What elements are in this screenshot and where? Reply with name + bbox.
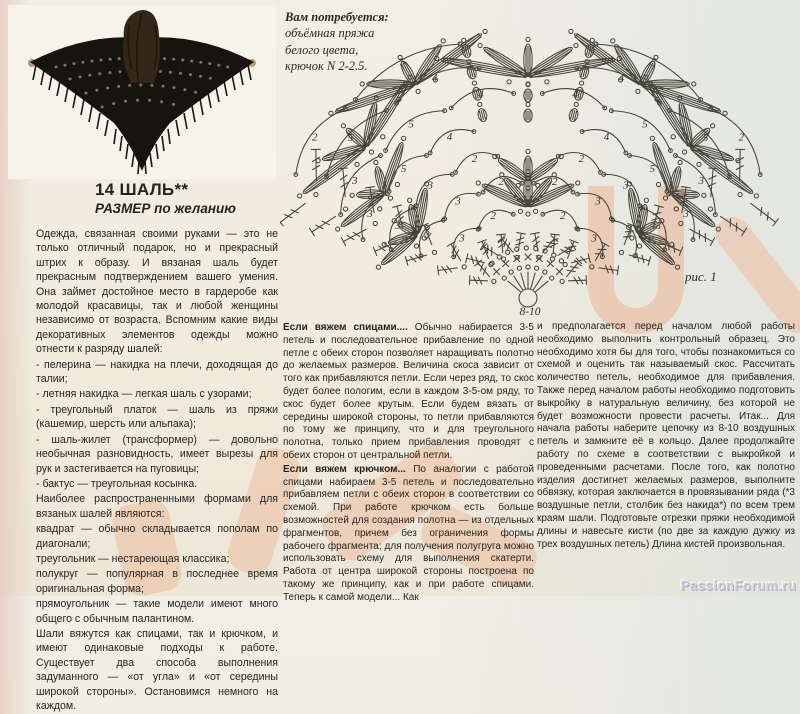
list-item: - пелерина — накидка на плечи, доходящая до талии;: [36, 358, 278, 387]
svg-text:3: 3: [366, 208, 373, 220]
list-item: - летняя накидка — легкая шаль с узорами;: [36, 387, 278, 401]
svg-text:4: 4: [447, 131, 453, 143]
svg-text:3: 3: [426, 180, 433, 192]
paragraph: Одежда, связанная своими руками — это не только отличный подарок, но и прекрасный штрих к образу. И вязаная шаль будет прекрасным подтверждением вашего умения. Она займет достойное место в гардеробе как молодой красавицы, так и любой женщины независимо от возраста. Вспомним какие виды декоративных элементов одежды можно отнести к разряду шалей:: [36, 227, 278, 357]
svg-text:5: 5: [651, 56, 657, 68]
svg-text:2: 2: [498, 176, 504, 188]
paragraph-lead: Если вяжем спицами....: [283, 322, 408, 333]
svg-text:5: 5: [703, 132, 709, 144]
list-item: - бактус — треугольная косынка.: [36, 477, 278, 491]
svg-text:5: 5: [650, 163, 656, 175]
svg-text:3: 3: [423, 229, 430, 241]
list-item: треугольник — нестареющая классика;: [36, 552, 278, 566]
paragraph: и предполагается перед началом любой работы необходимо выполнить контрольный образец. Это необходимо хотя бы для того, чтобы познакомиться со схемой и оценить так называемый скос. Рассчитать количество петель, необходимое для прибавления. Также перед началом работы необходимо подготовить выкройку в натуральную величину, без которой не будет возможности провести расчеты. Итак... Для начала работы наберите цепочку из 8-10 воздушных петель и замкните её в кольцо. Далее продолжайте работу по схеме в соответствии с выкройкой и проведенными расчетами. После того, как полотно изделия достигнет желаемых размеров, выполните обвязку, которая заключается в провязывании ряда (*3 воздушные петли, столбик без накида*) по всем трем краям шали. Подготовьте отрезки пряжи необходимой длины и навесьте кисти (по две за каждую дужку из трех воздушных петель) Длина кистей произвольная.: [537, 321, 795, 551]
materials-line: белого цвета,: [285, 42, 435, 58]
svg-text:5: 5: [400, 56, 406, 68]
svg-text:3: 3: [698, 175, 705, 187]
svg-text:3: 3: [590, 232, 597, 244]
svg-text:4: 4: [619, 72, 625, 84]
svg-text:4: 4: [432, 72, 438, 84]
list-item: прямоугольник — такие модели имеют много общего с обычным палантином.: [36, 597, 278, 626]
svg-text:5: 5: [642, 119, 648, 131]
svg-text:2: 2: [312, 131, 318, 143]
svg-text:5: 5: [348, 132, 354, 144]
svg-text:4: 4: [604, 131, 610, 143]
svg-text:2: 2: [738, 131, 744, 143]
pattern-title-block: [95, 181, 236, 217]
paragraph: Шали вяжутся как спицами, так и крючком, и имеют одинаковые подходы к работе. Существует два способа выполнения задуманного — «от угла» и «от середины широкой стороны». Остановимся немного на каждом.: [36, 627, 278, 713]
column-right: [537, 321, 795, 552]
watermark-site-name: PassionForum.ru: [680, 578, 796, 593]
svg-text:3: 3: [351, 175, 358, 187]
paragraph: Наиболее распространенными формами для вязаных шалей являются:: [36, 492, 278, 521]
list-item: полукруг — популярная в последнее время оригинальная форма;: [36, 567, 278, 596]
svg-text:2: 2: [472, 153, 478, 165]
svg-text:3: 3: [458, 232, 465, 244]
svg-text:3: 3: [682, 208, 689, 220]
svg-text:3: 3: [454, 196, 461, 208]
svg-text:3: 3: [655, 220, 662, 232]
paragraph: [283, 464, 534, 605]
pattern-title: 14 ШАЛЬ**: [95, 181, 236, 200]
shawl-photo-art: [8, 5, 276, 179]
svg-text:4: 4: [478, 88, 484, 100]
materials-note: [285, 9, 435, 74]
svg-text:2: 2: [579, 153, 585, 165]
paragraph-lead: Если вяжем крючком...: [283, 464, 406, 475]
materials-line: объёмная пряжа: [285, 25, 435, 41]
paragraph: [283, 322, 534, 463]
svg-text:5: 5: [408, 119, 414, 131]
list-item: квадрат — обычно складывается пополам по диагонали;: [36, 522, 278, 551]
column-left: [36, 227, 278, 714]
figure-caption: рис. 1: [685, 269, 717, 285]
svg-text:3: 3: [594, 196, 601, 208]
ring-chain-count-label: 8-10: [510, 306, 550, 318]
shawl-photo: [8, 5, 276, 179]
svg-text:4: 4: [572, 88, 578, 100]
svg-text:3: 3: [622, 180, 629, 192]
svg-text:3: 3: [394, 220, 401, 232]
list-item: - шаль-жилет (трансформер) — довольно необычная разновидность, имеет вырезы для рук и застегивается на пуговицы;: [36, 433, 278, 476]
materials-line: крючок N 2-2.5.: [285, 58, 435, 74]
column-middle: [283, 322, 534, 606]
svg-text:2: 2: [490, 210, 496, 222]
pattern-subtitle: РАЗМЕР по желанию: [95, 202, 236, 217]
svg-text:5: 5: [401, 163, 407, 175]
materials-title: Вам потребуется:: [285, 9, 435, 25]
paragraph-body: По аналогии с работой спицами набираем 3-5 петель и последовательно прибавляем петли с обеих сторон в соответствии со схемой. При работе крючком есть больше возможностей для создания полотна — из отдельных фрагментов, причем без ограничения формы рабочего фрагмента; для получения полугруга можно использовать схему для выполнения скатерти. Работа от центра широкой стороны построена по такому же принципу, как и при работе спицами. Теперь к самой модели... Как: [283, 464, 534, 603]
svg-text:3: 3: [625, 229, 632, 241]
paragraph-body: Обычно набирается 3-5 петель и последовательное прибавление по одной петле с обеих сторон позволяет наращивать полотно до желаемых размеров. Величина скоса зависит от того как прибавляются петли. Если через ряд, то скос будет более пологим, если в каждом 3-5-ом ряду, то скос будет более крутым. Если будем вязать от середины широкой стороны, то петли прибавляются по тому же принципу, что и для треугольного полотна, только прием прибавления проводят с обеих сторон от центральной петли.: [283, 322, 534, 461]
svg-text:2: 2: [560, 210, 566, 222]
svg-text:2: 2: [552, 176, 558, 188]
list-item: - треугольный платок — шаль из пряжи (кашемир, шерсть или альпака);: [36, 403, 278, 432]
